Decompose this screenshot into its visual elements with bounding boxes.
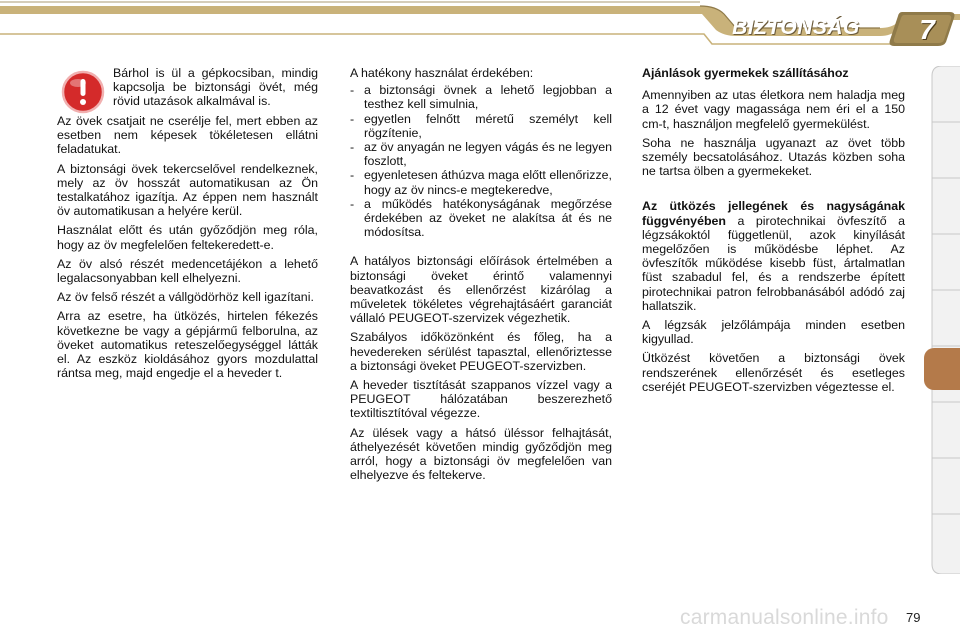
impact-text: a pirotechnikai övfeszítő a légzsákoktól függetlenül, azok kinyílását megelőzően is működésbe léphet. Az övfeszítők működése kisebb füst, ártalmatlan füst szabadul fel, és a rendszerbe épített pirotechnikai patron felrobbanásából adódó zaj hallatszik. [642,213,905,313]
paragraph: A légzsák jelzőlámpája minden esetben kigyullad. [642,318,905,347]
warning-block [57,66,318,114]
impact-paragraph [642,199,905,313]
column-1 [57,66,318,385]
paragraph: Soha ne használja ugyanazt az övet több személy becsatolásához. Utazás közben soha ne tartsa ölben a gyermekeket. [642,135,905,179]
exclamation-warning-icon [61,70,105,114]
watermark: carmanualsonline.info [680,606,889,629]
paragraph: Az övek csatjait ne cserélje fel, mert ebben az esetben nem képesek tökéletesen ellátni feladatukat. [57,114,318,157]
paragraph: Amennyiben az utas életkora nem haladja meg a 12 évet vagy magassága nem éri el a 150 cm-t, használjon megfelelő gyermekülést. [642,88,905,131]
list-item: - egyetlen felnőtt méretű személyt kell rögzítenie, [350,112,612,140]
warning-text: Bárhol is ül a gépkocsiban, mindig kapcsolja be biztonsági övét, még rövid utazások alkalmával is. [113,66,318,109]
column-3 [642,66,905,399]
impact-heading: Az ütközés jellegének és nagyságának függvényében [642,199,905,228]
paragraph: Arra az esetre, ha ütközés, hirtelen fékezés következne be vagy a gépjármű felborulna, az öveket automatikus reteszelőegységgel látták el. Az eszköz kioldásához gyors mozdulattal rántsa meg, majd engedje el a heveder t. [57,309,318,381]
section-heading: Ajánlások gyermekek szállításához [642,66,849,80]
paragraph: A hatályos biztonsági előírások értelmében a biztonsági öveket érintő valamennyi beavatkozást és ellenőrzést kizárólag a műveletek tökéletes végrehajtásáért garanciát vállaló PEUGEOT-szervizek végezhetik. [350,254,612,326]
chapter-tabs-outline [924,66,960,574]
list-item: - a biztonsági övnek a lehető legjobban a testhez kell simulnia, [350,83,612,111]
page-title: BIZTONSÁG [732,16,860,39]
list-item: - az öv anyagán ne legyen vágás és ne legyen foszlott, [350,140,612,168]
paragraph: Az öv felső részét a vállgödörhöz kell igazítani. [57,290,314,305]
paragraph: Az öv alsó részét medencetájékon a lehető legalacsonyabban kell elhelyezni. [57,256,318,286]
paragraph: Szabályos időközönként és főleg, ha a hevedereken sérülést tapasztal, ellenőriztesse a biztonsági öveket PEUGEOT-szervizben. [350,330,612,373]
usage-list [350,83,612,239]
list-intro: A hatékony használat érdekében: [350,66,534,80]
paragraph: A heveder tisztítását szappanos vízzel vagy a PEUGEOT hálózatában beszerezhető textiltisztítóval végezze. [350,378,612,421]
paragraph: A biztonsági övek tekercselővel rendelkeznek, mely az öv hosszát automatikusan az Ön testalkatához igazítja. Az éppen nem használt öv automatikusan a helyére kerül. [57,161,318,219]
list-item: - egyenletesen áthúzva maga előtt ellenőrizze, hogy az öv nincs-e megtekeredve, [350,168,612,196]
list-item: - a működés hatékonyságának megőrzése érdekében az öveket ne alakítsa át és ne módosítsa. [350,197,612,240]
paragraph: Használat előtt és után győződjön meg róla, hogy az öv megfelelően feltekeredett-e. [57,223,318,252]
page-number: 79 [906,610,921,625]
paragraph: Ütközést követően a biztonsági övek rendszerének ellenőrzését és esetleges cseréjét PEUGEOT-szervizben végeztesse el. [642,351,905,394]
chapter-tabs [924,66,960,574]
chapter-number: 7 [919,14,935,45]
paragraph: Az ülések vagy a hátsó üléssor felhajtását, áthelyezését követően mindig győződjön meg arról, hogy a biztonsági öv megfelelően van elhelyezve és feltekerve. [350,425,612,483]
column-2 [350,66,612,487]
active-chapter-tab[interactable] [924,348,960,390]
